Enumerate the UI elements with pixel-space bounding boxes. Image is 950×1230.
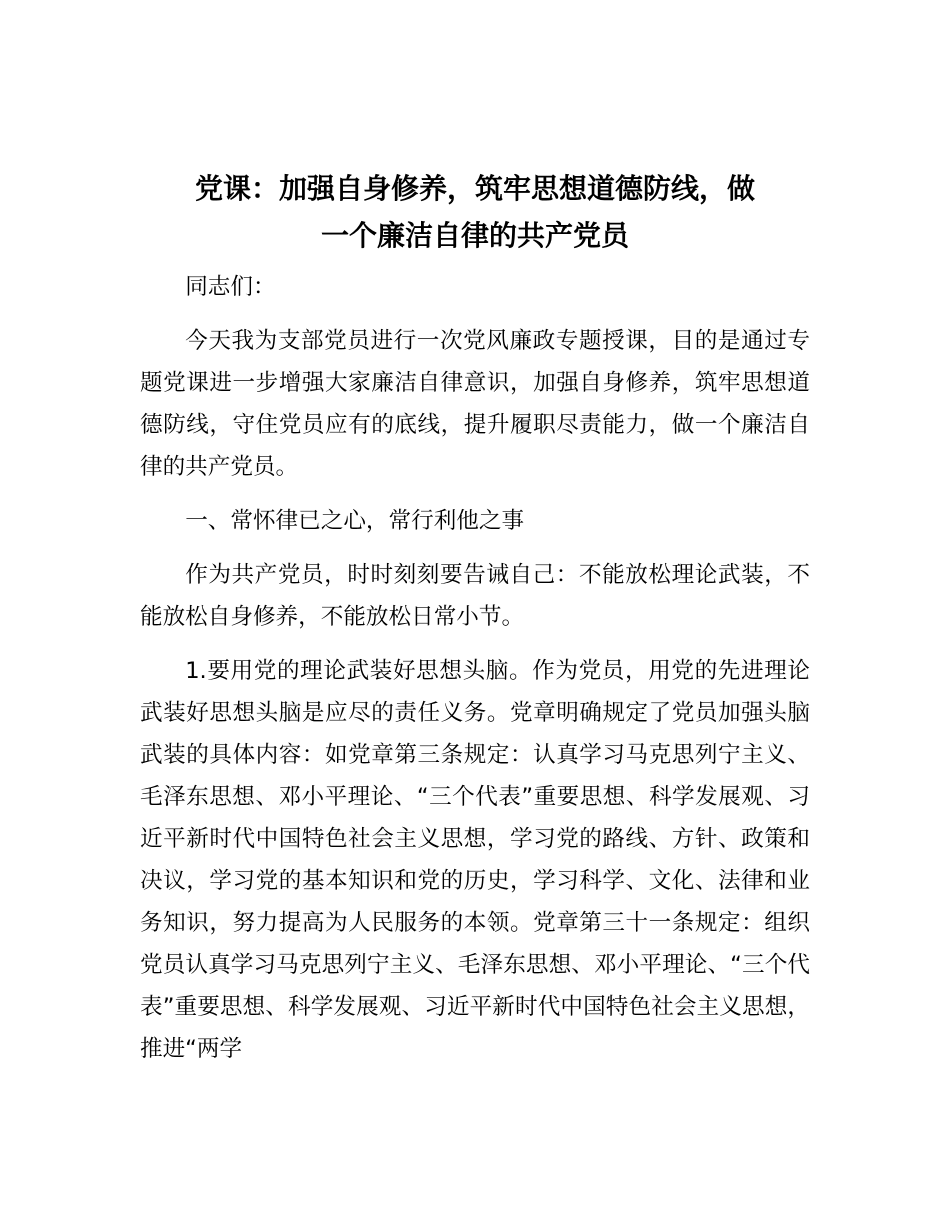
paragraph-item-1: 1.要用党的理论武装好思想头脑。作为党员，用党的先进理论武装好思想头脑是应尽的责任义务。党章明确规定了党员加强头脑武装的具体内容：如党章第三条规定：认真学习马克思列宁主义、毛泽东思想、邓小平理论、“三个代表”重要思想、科学发展观、习近平新时代中国特色社会主义思想，学习党的路线、方针、政策和决议，学习党的基本知识和党的历史，学习科学、文化、法律和业务知识，努力提高为人民服务的本领。党章第三十一条规定：组织党员认真学习马克思列宁主义、毛泽东思想、邓小平理论、“三个代表”重要思想、科学发展观、习近平新时代中国特色社会主义思想，推进“两学: [140, 658, 810, 1062]
section-heading-1: 一、常怀律已之心，常行利他之事: [185, 508, 525, 534]
document-title: [140, 165, 810, 259]
document-body: [140, 266, 810, 1082]
title-line-2: 一个廉洁自律的共产党员: [320, 219, 629, 252]
paragraph-section-1: 作为共产党员，时时刻刻要告诫自己：不能放松理论武装，不能放松自身修养，不能放松日常小节。: [140, 562, 810, 630]
paragraph-intro: 今天我为支部党员进行一次党风廉政专题授课，目的是通过专题党课进一步增强大家廉洁自律意识，加强自身修养，筑牢思想道德防线，守住党员应有的底线，提升履职尽责能力，做一个廉洁自律的共产党员。: [140, 328, 810, 480]
title-line-1: 党课：加强自身修养，筑牢思想道德防线，做: [194, 172, 755, 205]
salutation: 同志们：: [185, 274, 276, 300]
